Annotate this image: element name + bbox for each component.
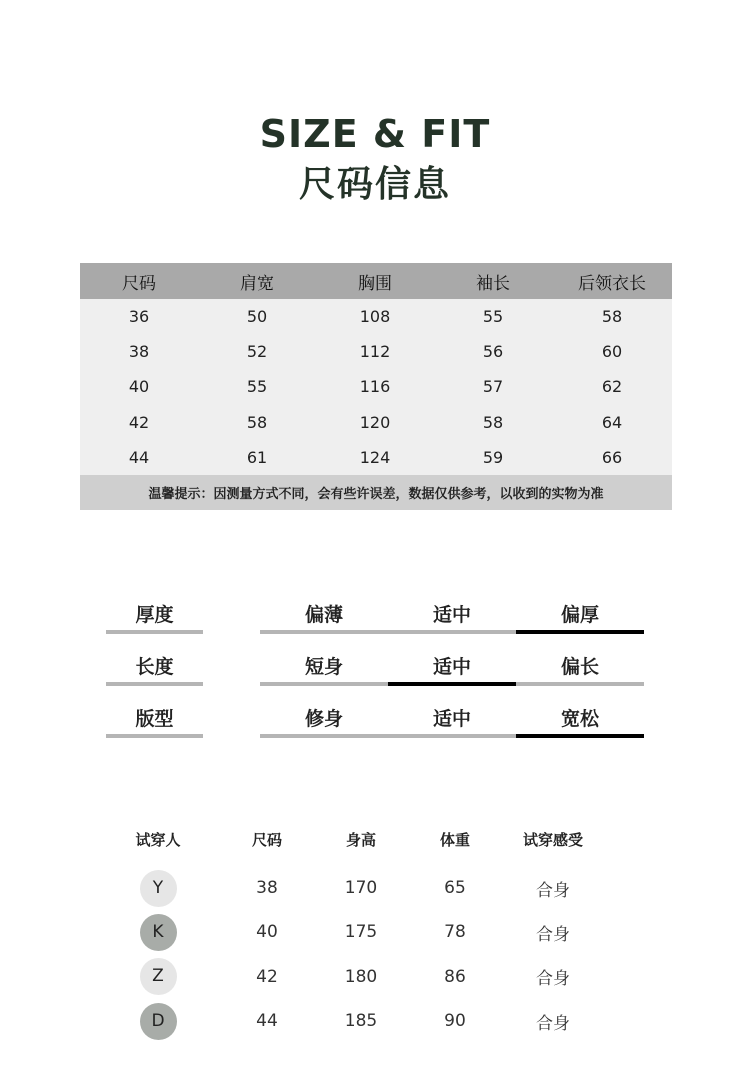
table-cell: 55: [482, 307, 504, 327]
fit-option: 短身: [304, 656, 343, 678]
fit-option: 适中: [432, 656, 471, 678]
table-cell: 58: [482, 412, 504, 432]
fit-row-length: [106, 648, 646, 700]
table-cell: 61: [246, 447, 268, 467]
fit-option: 偏薄: [304, 604, 343, 626]
table-cell: 78: [444, 922, 466, 943]
table-cell: 52: [246, 342, 268, 362]
size-header-cell: 后领衣长: [578, 273, 646, 294]
table-cell: 185: [344, 1011, 378, 1032]
avatar: D: [140, 1003, 177, 1040]
table-cell: 38: [128, 342, 150, 362]
table-cell: 55: [246, 377, 268, 397]
fit-label: 厚度: [135, 604, 174, 626]
fit-label: 长度: [135, 656, 174, 678]
table-cell: 合身: [536, 924, 570, 945]
table-cell: 44: [256, 1011, 278, 1032]
table-row: [110, 910, 630, 954]
size-header-cell: 肩宽: [240, 273, 274, 294]
fit-bar: [516, 682, 644, 686]
table-cell: 170: [344, 878, 378, 899]
table-cell: 合身: [536, 969, 570, 990]
table-row: [80, 440, 672, 475]
fit-bar: [516, 734, 644, 738]
table-cell: 62: [601, 377, 623, 397]
fit-bar: [260, 682, 388, 686]
model-table-header: [110, 828, 630, 850]
fit-label: 版型: [135, 708, 174, 730]
table-cell: 58: [246, 412, 268, 432]
table-cell: 66: [601, 447, 623, 467]
model-header-cell: 试穿感受: [522, 830, 583, 849]
size-table-note: 温馨提示：因测量方式不同，会有些许误差，数据仅供参考，以收到的实物为准: [80, 475, 672, 510]
table-cell: 108: [359, 307, 391, 327]
size-table-header: [80, 263, 672, 299]
title-english: SIZE & FIT: [259, 112, 491, 156]
table-cell: 合身: [536, 880, 570, 901]
table-row: [80, 369, 672, 404]
avatar: K: [140, 914, 177, 951]
size-header-cell: 尺码: [122, 273, 156, 294]
table-cell: 56: [482, 342, 504, 362]
table-cell: 42: [128, 412, 150, 432]
fit-label-underline: [106, 682, 203, 686]
table-cell: 58: [601, 307, 623, 327]
table-cell: 112: [359, 342, 391, 362]
fit-row-cut: [106, 700, 646, 752]
fit-option: 适中: [432, 708, 471, 730]
table-row: [80, 334, 672, 369]
fit-row-thickness: [106, 596, 646, 648]
size-table: [80, 263, 672, 510]
table-cell: 124: [359, 447, 391, 467]
table-cell: 38: [256, 878, 278, 899]
fit-bar: [388, 682, 516, 686]
table-row: [110, 999, 630, 1043]
fit-bar: [260, 630, 388, 634]
table-cell: 59: [482, 447, 504, 467]
model-table: [110, 828, 630, 1043]
table-cell: 40: [128, 377, 150, 397]
fit-option: 宽松: [560, 708, 599, 730]
fit-section: [106, 596, 646, 752]
table-cell: 42: [256, 966, 278, 987]
table-cell: 36: [128, 307, 150, 327]
table-cell: 116: [359, 377, 391, 397]
table-cell: 86: [444, 966, 466, 987]
fit-option: 适中: [432, 604, 471, 626]
fit-label-underline: [106, 734, 203, 738]
size-table-body: [80, 299, 672, 475]
fit-option: 偏长: [560, 656, 599, 678]
table-cell: 57: [482, 377, 504, 397]
size-header-cell: 袖长: [476, 273, 510, 294]
title-chinese: 尺码信息: [298, 164, 451, 205]
table-cell: 120: [359, 412, 391, 432]
fit-bar: [388, 630, 516, 634]
table-row: [80, 405, 672, 440]
table-cell: 180: [344, 966, 378, 987]
table-cell: 60: [601, 342, 623, 362]
table-cell: 40: [256, 922, 278, 943]
avatar: Z: [140, 958, 177, 995]
fit-bar: [516, 630, 644, 634]
avatar: Y: [140, 870, 177, 907]
model-header-cell: 尺码: [251, 830, 282, 849]
table-cell: 合身: [536, 1013, 570, 1034]
model-header-cell: 试穿人: [135, 830, 181, 849]
table-row: [110, 955, 630, 999]
table-row: [110, 866, 630, 910]
table-cell: 50: [246, 307, 268, 327]
fit-label-underline: [106, 630, 203, 634]
model-header-cell: 体重: [439, 830, 470, 849]
table-cell: 64: [601, 412, 623, 432]
fit-option: 偏厚: [560, 604, 599, 626]
table-cell: 65: [444, 878, 466, 899]
fit-option: 修身: [304, 708, 343, 730]
fit-bar: [388, 734, 516, 738]
model-header-cell: 身高: [345, 830, 376, 849]
table-cell: 175: [344, 922, 378, 943]
table-cell: 44: [128, 447, 150, 467]
table-cell: 90: [444, 1011, 466, 1032]
fit-bar: [260, 734, 388, 738]
size-header-cell: 胸围: [358, 273, 392, 294]
table-row: [80, 299, 672, 334]
